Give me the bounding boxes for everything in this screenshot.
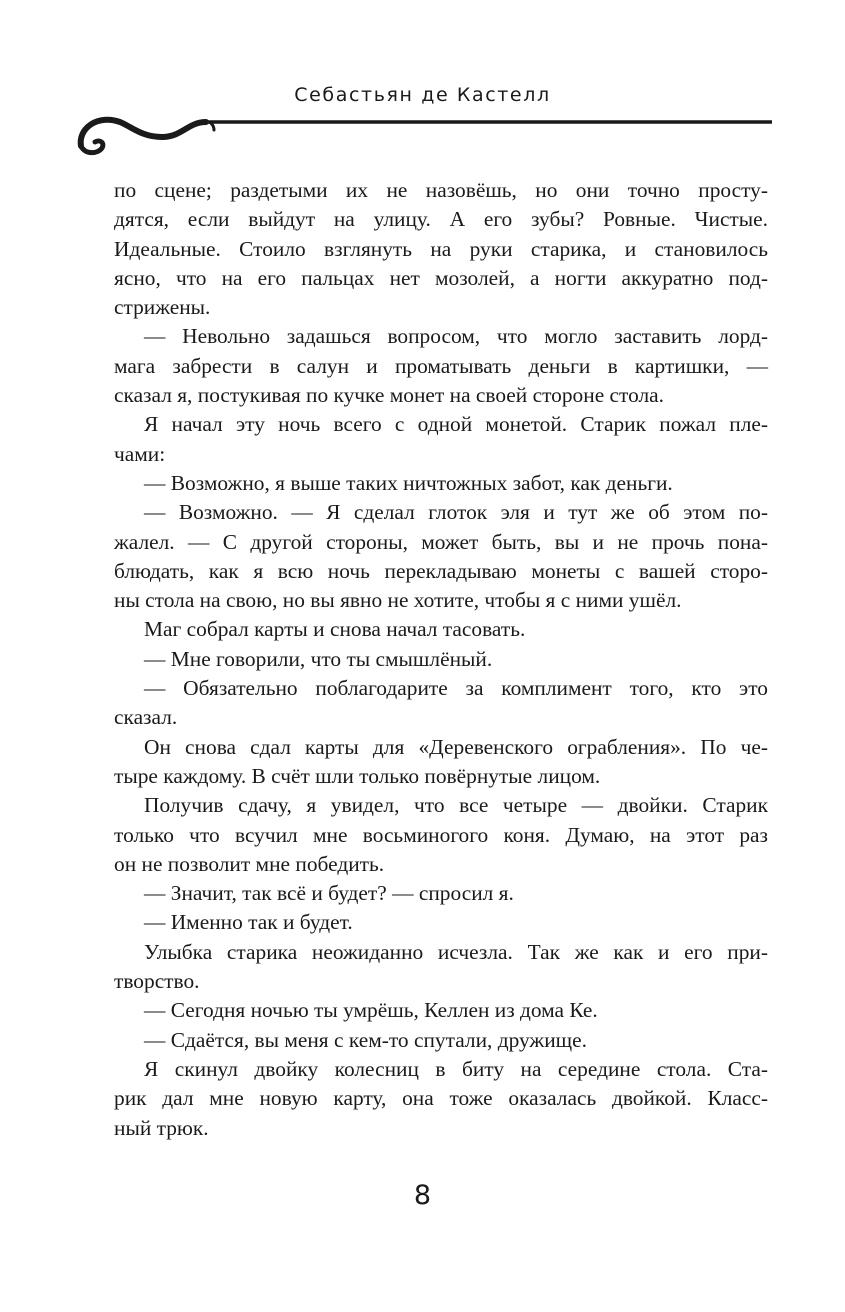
text-line: — Обязательно поблагодарите за комплимент того, кто это	[144, 676, 768, 701]
text-line: он не позволит мне победить.	[114, 851, 385, 876]
text-line: по сцене; раздетыми их не назовёшь, но они точно просту-	[114, 178, 768, 202]
text-line: Улыбка старика неожиданно исчезла. Так же как и его при-	[144, 939, 768, 964]
text-line: сказал я, постукивая по кучке монет на своей стороне стола.	[114, 383, 665, 408]
text-line: мага забрести в салун и проматывать деньги в картишки, —	[114, 353, 768, 378]
text-line: — Возможно, я выше таких ничтожных забот, как деньги.	[144, 470, 673, 495]
running-head-author: Себастьян де Кастелл	[294, 84, 551, 106]
text-line: Идеальные. Стоило взглянуть на руки старика, и становилось	[114, 236, 768, 261]
text-line: Он снова сдал карты для «Деревенского ограбления». По че-	[144, 734, 768, 759]
text-line: чами:	[114, 441, 166, 466]
text-line: стрижены.	[114, 295, 211, 320]
text-line: — Мне говорили, что ты смышлёный.	[144, 646, 493, 671]
text-line: тыре каждому. В счёт шли только повёрнутые лицом.	[114, 763, 601, 788]
text-line: только что всучил мне восьминогого коня. Думаю, на этот раз	[114, 822, 768, 847]
body-text	[114, 176, 768, 1143]
ornament-rule	[76, 110, 772, 160]
text-line: рик дал мне новую карту, она тоже оказалась двойкой. Класс-	[114, 1086, 768, 1111]
text-line: — Именно так и будет.	[144, 910, 353, 935]
text-line: творство.	[114, 969, 200, 994]
text-line: — Значит, так всё и будет? — спросил я.	[144, 881, 514, 906]
text-line: — Невольно задашься вопросом, что могло заставить лорд-	[144, 324, 768, 349]
text-line: Я начал эту ночь всего с одной монетой. Старик пожал пле-	[144, 412, 768, 437]
text-line: — Сегодня ночью ты умрёшь, Келлен из дома Ке.	[144, 998, 598, 1023]
text-line: ясно, что на его пальцах нет мозолей, а ногти аккуратно под-	[114, 265, 768, 290]
text-line: — Сдаётся, вы меня с кем-то спутали, дружище.	[144, 1027, 587, 1052]
text-line: блюдать, как я всю ночь перекладываю монеты с вашей сторо-	[114, 558, 768, 583]
text-line: дятся, если выйдут на улицу. А его зубы? Ровные. Чистые.	[114, 207, 768, 232]
text-line: Маг собрал карты и снова начал тасовать.	[144, 617, 526, 642]
text-line: — Возможно. — Я сделал глоток эля и тут же об этом по-	[144, 500, 768, 525]
text-line: Я скинул двойку колесниц в биту на середине стола. Ста-	[144, 1056, 768, 1081]
text-line: сказал.	[114, 705, 178, 730]
page-number: 8	[413, 1180, 432, 1211]
text-line: жалел. — С другой стороны, может быть, вы и не прочь пона-	[114, 529, 768, 554]
text-line: Получив сдачу, я увидел, что все четыре — двойки. Старик	[144, 793, 768, 818]
text-line: ный трюк.	[114, 1115, 209, 1140]
text-line: ны стола на свою, но вы явно не хотите, чтобы я с ними ушёл.	[114, 588, 682, 613]
